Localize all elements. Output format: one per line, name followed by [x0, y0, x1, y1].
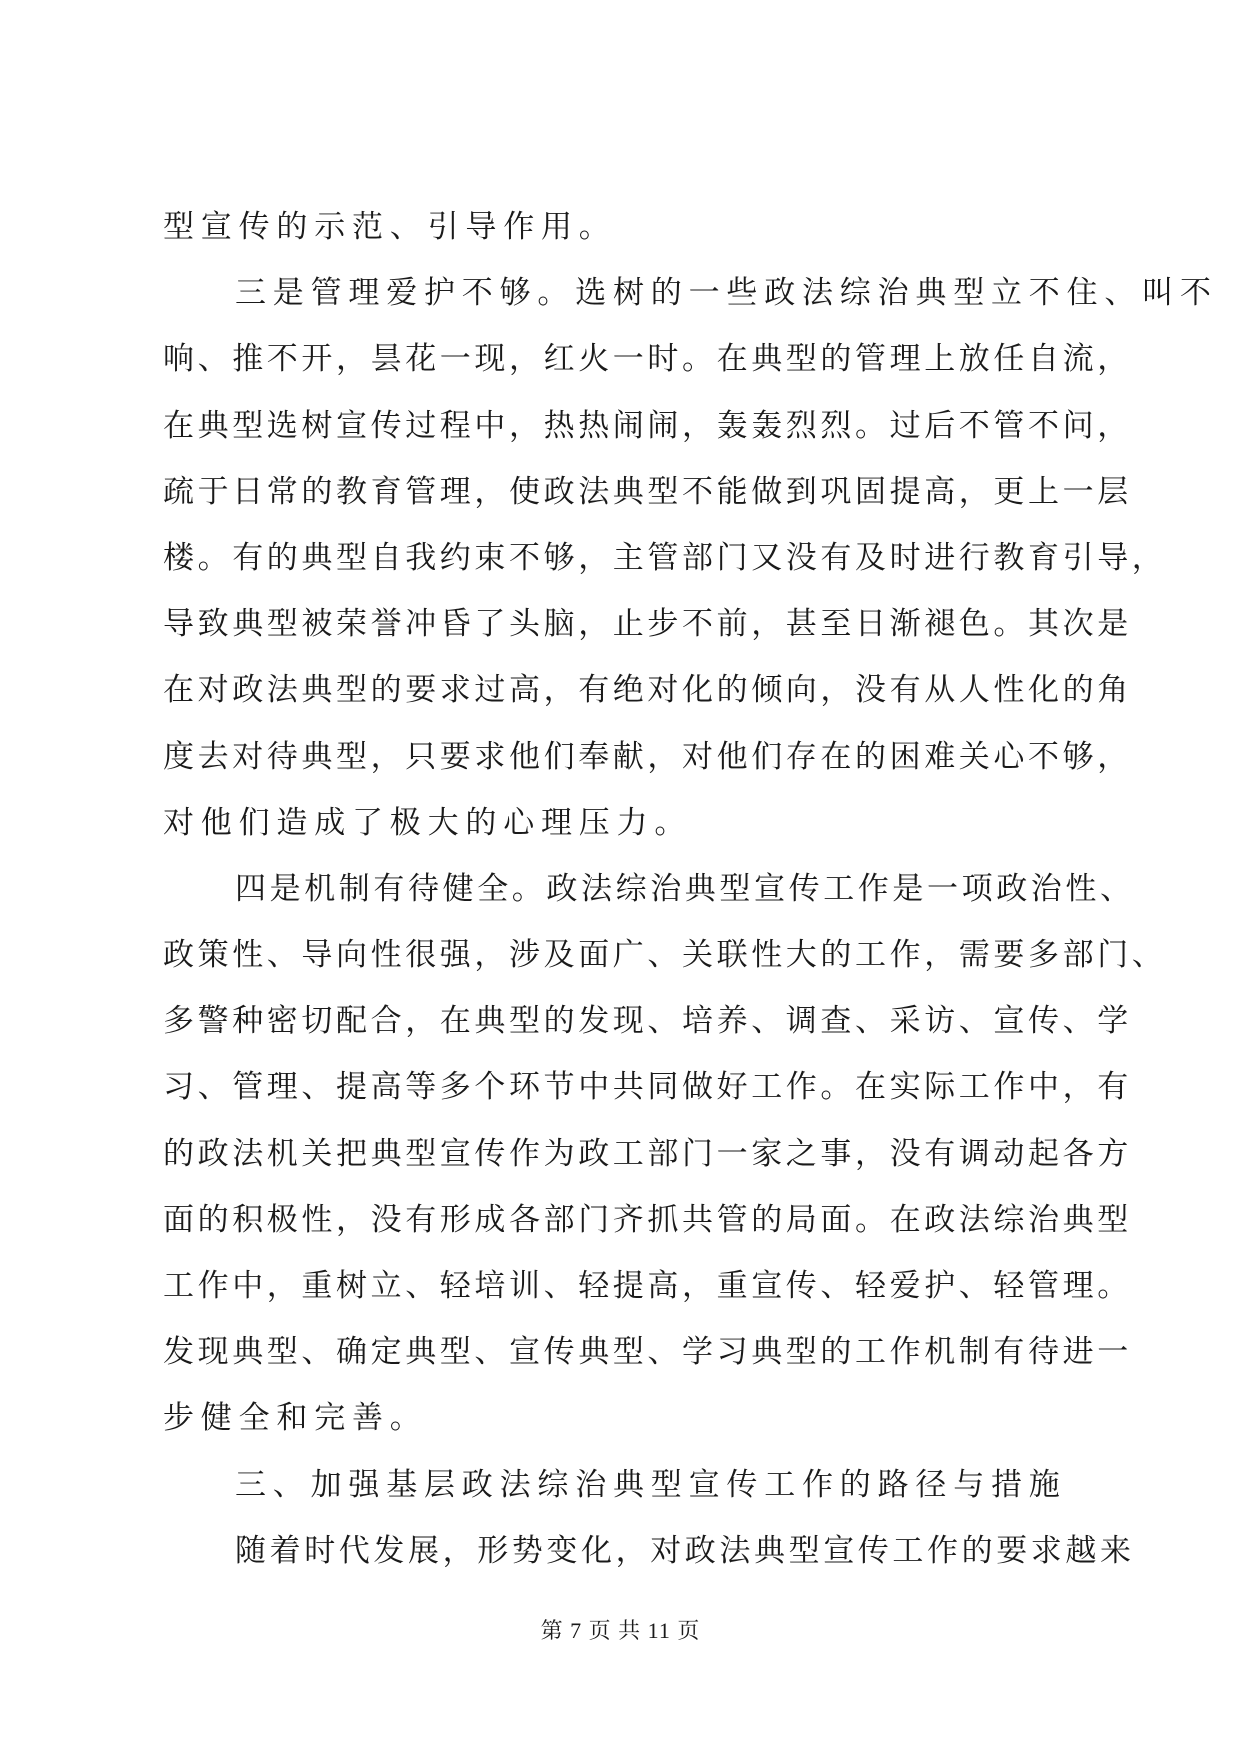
text-line: 导致典型被荣誉冲昏了头脑，止步不前，甚至日渐褪色。其次是 — [163, 606, 1132, 643]
paragraph-start-line: 三是管理爱护不够。选树的一些政法综治典型立不住、叫不 — [235, 275, 1218, 312]
text-line: 工作中，重树立、轻培训、轻提高，重宣传、轻爱护、轻管理。 — [163, 1268, 1132, 1304]
text-line: 楼。有的典型自我约束不够，主管部门又没有及时进行教育引导， — [163, 539, 1167, 576]
paragraph-start-line: 四是机制有待健全。政法综治典型宣传工作是一项政治性、 — [235, 870, 1135, 907]
text-line: 型宣传的示范、引导作用。 — [163, 209, 617, 245]
paragraph-start-line: 随着时代发展，形势变化，对政法典型宣传工作的要求越来 — [235, 1532, 1135, 1569]
page-number-footer: 第 7 页 共 11 页 — [540, 1618, 701, 1643]
text-line: 面的积极性，没有形成各部门齐抓共管的局面。在政法综治典型 — [163, 1201, 1132, 1238]
text-line: 在对政法典型的要求过高，有绝对化的倾向，没有从人性化的角 — [163, 672, 1132, 709]
text-line: 的政法机关把典型宣传作为政工部门一家之事，没有调动起各方 — [163, 1135, 1132, 1172]
document-body — [163, 194, 1218, 1584]
text-line: 响、推不开，昙花一现，红火一时。在典型的管理上放任自流， — [163, 341, 1132, 378]
text-line: 步健全和完善。 — [163, 1400, 428, 1437]
text-line: 对他们造成了极大的心理压力。 — [163, 804, 693, 841]
text-line: 多警种密切配合，在典型的发现、培养、调查、采访、宣传、学 — [163, 1003, 1132, 1040]
text-line: 度去对待典型，只要求他们奉献，对他们存在的困难关心不够， — [163, 738, 1132, 775]
section-heading: 三、加强基层政法综治典型宣传工作的路径与措施 — [235, 1466, 1067, 1503]
text-line: 在典型选树宣传过程中，热热闹闹，轰轰烈烈。过后不管不问， — [163, 407, 1132, 444]
text-line: 习、管理、提高等多个环节中共同做好工作。在实际工作中，有 — [163, 1069, 1132, 1106]
text-line: 政策性、导向性很强，涉及面广、关联性大的工作，需要多部门、 — [163, 937, 1167, 974]
text-line: 疏于日常的教育管理，使政法典型不能做到巩固提高，更上一层 — [163, 473, 1132, 510]
text-line: 发现典型、确定典型、宣传典型、学习典型的工作机制有待进一 — [163, 1334, 1132, 1371]
